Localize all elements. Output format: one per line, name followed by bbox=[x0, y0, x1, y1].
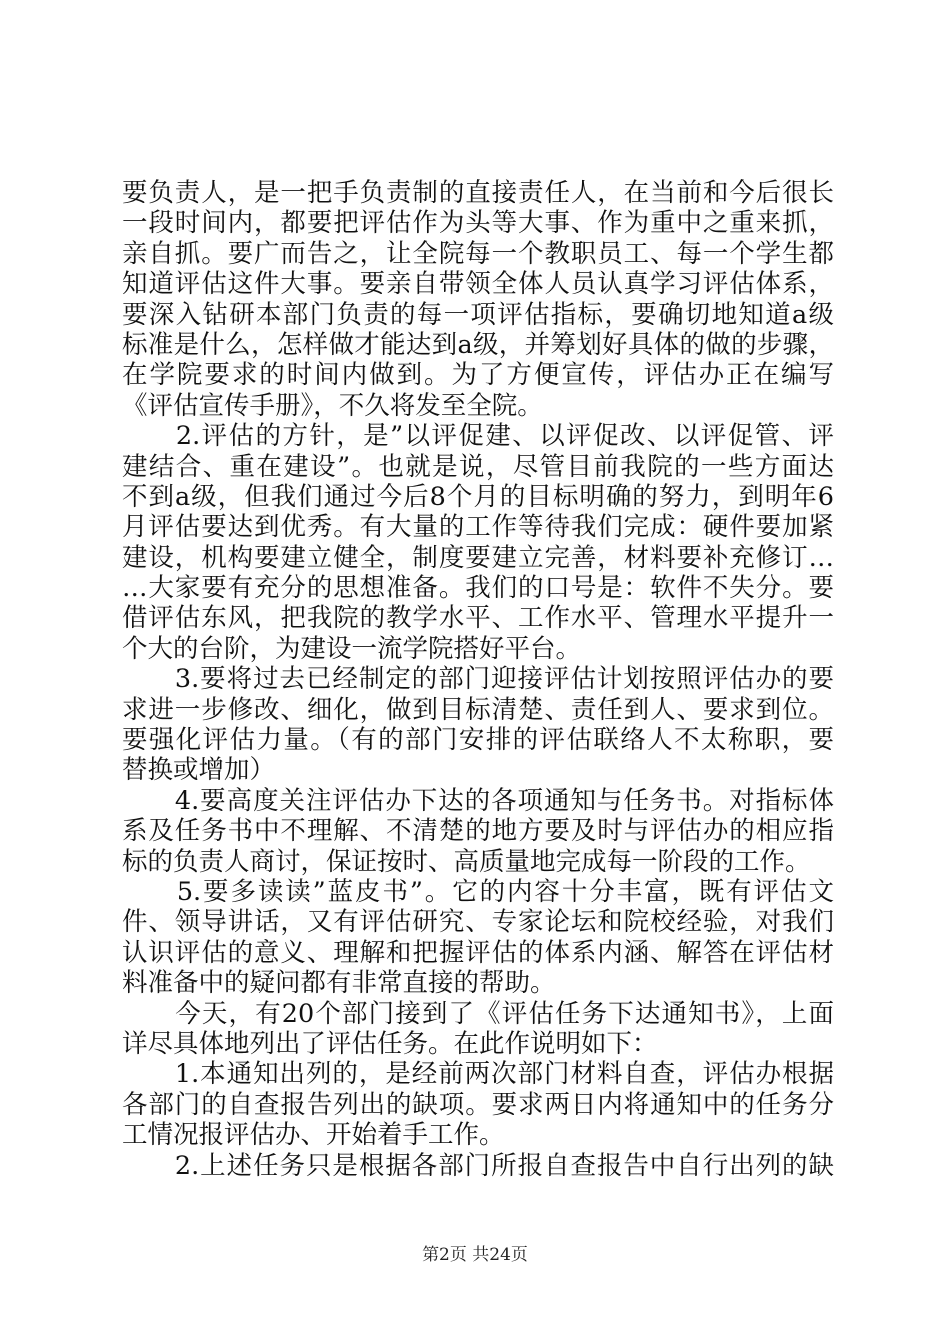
text-line: 求进一步修改、细化，做到目标清楚、责任到人、要求到位。 bbox=[122, 694, 834, 725]
text-line: 借评估东风，把我院的教学水平、工作水平、管理水平提升一 bbox=[122, 603, 834, 634]
text-line: 详尽具体地列出了评估任务。在此作说明如下： bbox=[122, 1028, 658, 1059]
text-line: 各部门的自查报告列出的缺项。要求两日内将通知中的任务分 bbox=[122, 1089, 834, 1120]
text-line: 在学院要求的时间内做到。为了方便宣传，评估办正在编写 bbox=[122, 360, 834, 391]
text-line: 3.要将过去已经制定的部门迎接评估计划按照评估办的要 bbox=[122, 664, 834, 695]
text-line: 亲自抓。要广而告之，让全院每一个教职员工、每一个学生都 bbox=[122, 238, 834, 269]
text-line: …大家要有充分的思想准备。我们的口号是：软件不失分。要 bbox=[122, 573, 834, 604]
text-line: 月评估要达到优秀。有大量的工作等待我们完成：硬件要加紧 bbox=[122, 512, 834, 543]
text-line: 知道评估这件大事。要亲自带领全体人员认真学习评估体系， bbox=[122, 269, 834, 300]
text-line: 4.要高度关注评估办下达的各项通知与任务书。对指标体 bbox=[122, 785, 834, 816]
text-line: 建设，机构要建立健全，制度要建立完善，材料要补充修订… bbox=[122, 542, 834, 573]
text-line: 不到a级，但我们通过今后8个月的目标明确的努力，到明年6 bbox=[122, 481, 834, 512]
text-line: 要深入钻研本部门负责的每一项评估指标，要确切地知道a级 bbox=[122, 299, 834, 330]
text-line: 工情况报评估办、开始着手工作。 bbox=[122, 1120, 505, 1151]
text-line: 《评估宣传手册》，不久将发至全院。 bbox=[122, 390, 543, 421]
text-line: 5.要多读读”蓝皮书”。它的内容十分丰富，既有评估文 bbox=[122, 876, 834, 907]
text-line: 2.上述任务只是根据各部门所报自查报告中自行出列的缺 bbox=[122, 1150, 834, 1181]
text-line: 一段时间内，都要把评估作为头等大事、作为重中之重来抓， bbox=[122, 208, 834, 239]
text-line: 料准备中的疑问都有非常直接的帮助。 bbox=[122, 968, 556, 999]
text-line: 建结合、重在建设”。也就是说，尽管目前我院的一些方面达 bbox=[122, 451, 834, 482]
text-line: 替换或增加） bbox=[122, 755, 276, 786]
page-footer bbox=[0, 1240, 950, 1265]
text-line: 标的负责人商讨，保证按时、高质量地完成每一阶段的工作。 bbox=[122, 846, 811, 877]
text-line: 个大的台阶，为建设一流学院搭好平台。 bbox=[122, 633, 582, 664]
page-number-label: 第2页 共24页 bbox=[422, 1245, 528, 1265]
text-line: 今天，有20个部门接到了《评估任务下达通知书》，上面 bbox=[122, 998, 834, 1029]
text-line: 2.评估的方针，是”以评促建、以评促改、以评促管、评 bbox=[122, 421, 834, 452]
text-line: 件、领导讲话，又有评估研究、专家论坛和院校经验，对我们 bbox=[122, 907, 834, 938]
text-line: 1.本通知出列的，是经前两次部门材料自查，评估办根据 bbox=[122, 1059, 834, 1090]
document-body bbox=[122, 178, 834, 1181]
text-line: 要强化评估力量。（有的部门安排的评估联络人不太称职，要 bbox=[122, 725, 834, 756]
text-line: 系及任务书中不理解、不清楚的地方要及时与评估办的相应指 bbox=[122, 816, 834, 847]
text-line: 要负责人，是一把手负责制的直接责任人，在当前和今后很长 bbox=[122, 178, 834, 208]
text-line: 标准是什么，怎样做才能达到a级，并筹划好具体的做的步骤， bbox=[122, 329, 834, 360]
text-line: 认识评估的意义、理解和把握评估的体系内涵、解答在评估材 bbox=[122, 937, 834, 968]
